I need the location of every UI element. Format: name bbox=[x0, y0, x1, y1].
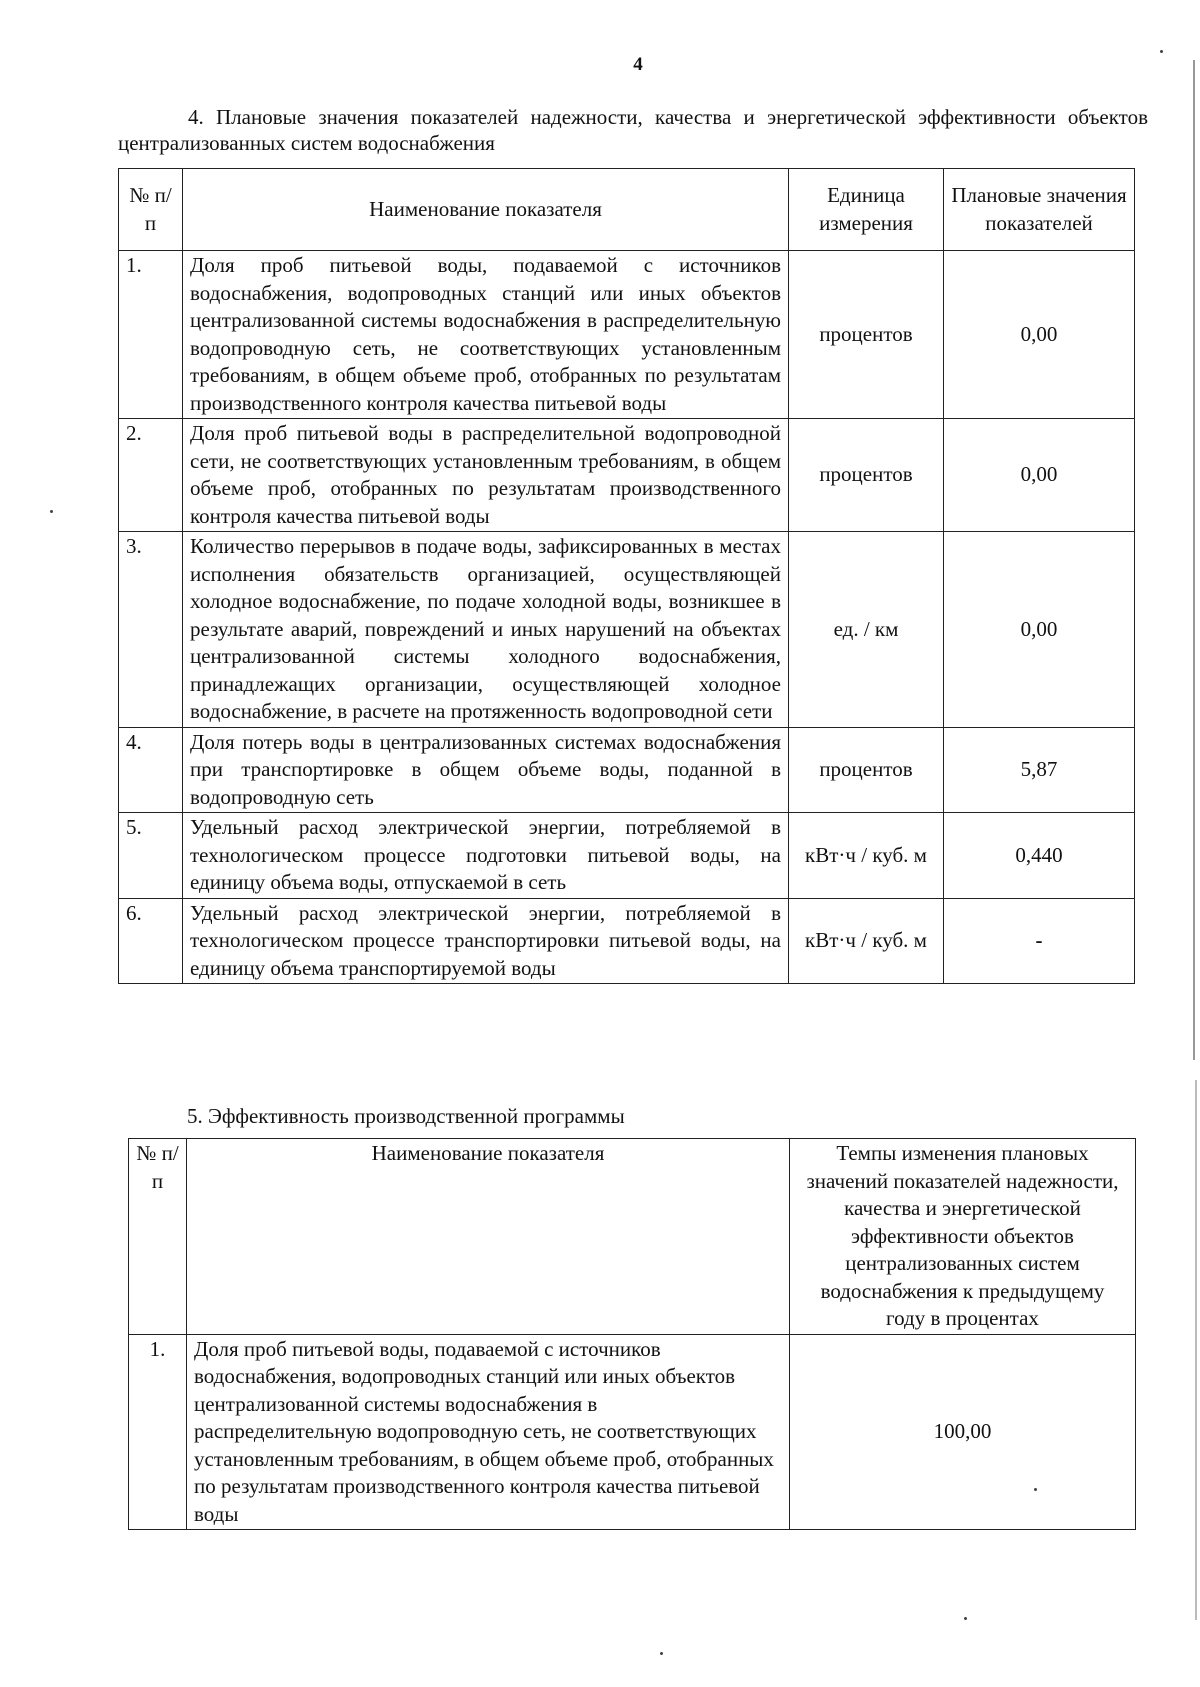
header-num: № п/п bbox=[129, 1139, 187, 1335]
row-name: Удельный расход электрической энергии, потребляемой в технологическом процессе транспортировки питьевой воды, на единицу объема транспортируемой воды bbox=[183, 898, 789, 984]
scan-edge-line bbox=[1193, 60, 1195, 1060]
row-name: Доля потерь воды в централизованных системах водоснабжения при транспортировке в общем объеме воды, поданной в водопроводную сеть bbox=[183, 727, 789, 813]
row-num: 3. bbox=[119, 532, 183, 728]
header-value: Плановые значения показателей bbox=[944, 169, 1135, 251]
row-unit: процентов bbox=[789, 251, 944, 419]
row-unit: кВт·ч / куб. м bbox=[789, 813, 944, 899]
row-unit: процентов bbox=[789, 727, 944, 813]
table-header-row bbox=[129, 1139, 1136, 1335]
row-name: Количество перерывов в подаче воды, зафиксированных в местах исполнения обязательств организацией, осуществляющей холодное водоснабжение, по подаче холодной воды, возникшее в результате аварий, повреждений и иных нарушений на объектах централизованной системы холодного водоснабжения, принадлежащих организации, осуществляющей холодное водоснабжение, в расчете на протяженность водопроводной сети bbox=[183, 532, 789, 728]
row-name: Удельный расход электрической энергии, потребляемой в технологическом процессе подготовки питьевой воды, на единицу объема воды, отпускаемой в сеть bbox=[183, 813, 789, 899]
table-row bbox=[119, 898, 1135, 984]
program-efficiency-table bbox=[128, 1138, 1136, 1530]
header-name: Наименование показателя bbox=[183, 169, 789, 251]
scan-speck bbox=[1160, 50, 1163, 53]
section-4-title: 4. Плановые значения показателей надежности, качества и энергетической эффективности объектов централизованных систем водоснабжения bbox=[118, 105, 1148, 155]
section-5-title: 5. Эффективность производственной программы bbox=[187, 1104, 625, 1128]
row-unit: процентов bbox=[789, 419, 944, 532]
table-row bbox=[119, 813, 1135, 899]
reliability-indicators-table bbox=[118, 168, 1135, 984]
header-name: Наименование показателя bbox=[187, 1139, 790, 1335]
row-num: 1. bbox=[129, 1334, 187, 1530]
header-rate: Темпы изменения плановых значений показателей надежности, качества и энергетической эффективности объектов централизованных систем водоснабжения к предыдущему году в процентах bbox=[790, 1139, 1136, 1335]
table-row bbox=[119, 532, 1135, 728]
row-name: Доля проб питьевой воды, подаваемой с источников водоснабжения, водопроводных станций или иных объектов централизованной системы водоснабжения в распределительную водопроводную сеть, не соответствующих установленным требованиям, в общем объеме проб, отобранных по результатам производственного контроля качества питьевой воды bbox=[187, 1334, 790, 1530]
row-rate: 100,00 bbox=[790, 1334, 1136, 1530]
row-num: 5. bbox=[119, 813, 183, 899]
table-row bbox=[119, 727, 1135, 813]
scan-speck bbox=[50, 510, 53, 513]
scan-speck bbox=[660, 1652, 663, 1655]
row-value: 0,00 bbox=[944, 251, 1135, 419]
scan-speck bbox=[964, 1617, 967, 1620]
row-value: - bbox=[944, 898, 1135, 984]
header-num: № п/п bbox=[119, 169, 183, 251]
scan-edge-line bbox=[1195, 1080, 1197, 1620]
page-number: 4 bbox=[633, 54, 643, 75]
table-row bbox=[119, 419, 1135, 532]
row-num: 4. bbox=[119, 727, 183, 813]
table-row bbox=[129, 1334, 1136, 1530]
table-header-row bbox=[119, 169, 1135, 251]
table-row bbox=[119, 251, 1135, 419]
scan-speck bbox=[1034, 1488, 1037, 1491]
row-value: 0,00 bbox=[944, 419, 1135, 532]
row-unit: ед. / км bbox=[789, 532, 944, 728]
row-value: 0,440 bbox=[944, 813, 1135, 899]
row-value: 0,00 bbox=[944, 532, 1135, 728]
row-num: 1. bbox=[119, 251, 183, 419]
row-name: Доля проб питьевой воды, подаваемой с источников водоснабжения, водопроводных станций или иных объектов централизованной системы водоснабжения в распределительную водопроводную сеть, не соответствующих установленным требованиям, в общем объеме проб, отобранных по результатам производственного контроля качества питьевой воды bbox=[183, 251, 789, 419]
row-num: 2. bbox=[119, 419, 183, 532]
row-value: 5,87 bbox=[944, 727, 1135, 813]
row-num: 6. bbox=[119, 898, 183, 984]
row-name: Доля проб питьевой воды в распределительной водопроводной сети, не соответствующих установленным требованиям, в общем объеме проб, отобранных по результатам производственного контроля качества питьевой воды bbox=[183, 419, 789, 532]
header-unit: Единица измерения bbox=[789, 169, 944, 251]
row-unit: кВт·ч / куб. м bbox=[789, 898, 944, 984]
